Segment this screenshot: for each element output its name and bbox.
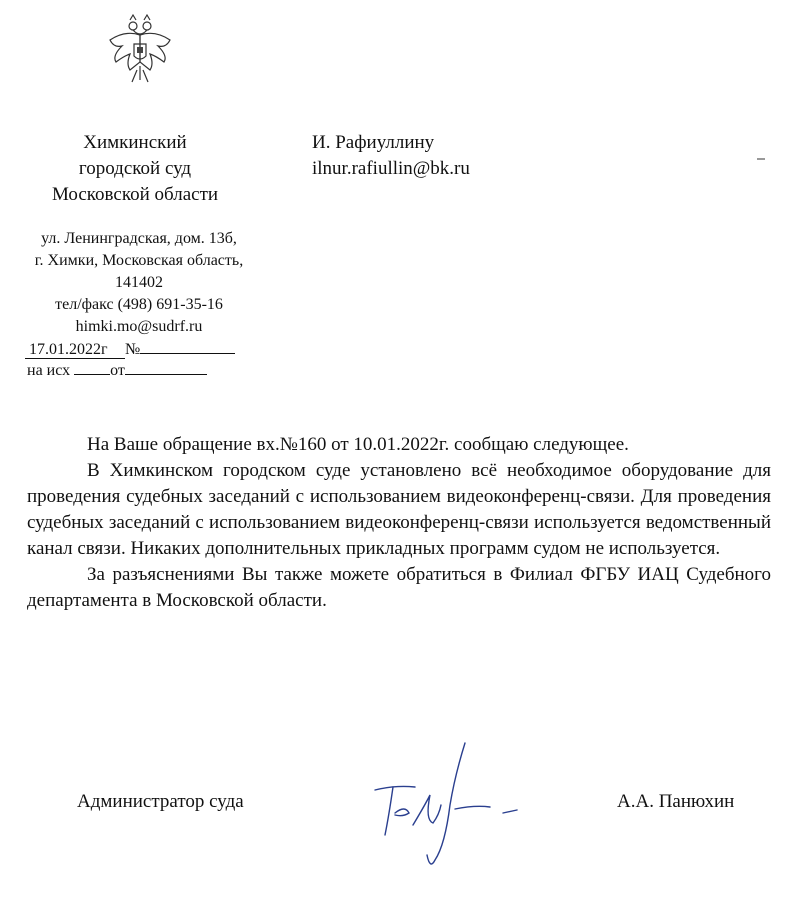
address-email: himki.mo@sudrf.ru xyxy=(75,318,203,335)
outgoing-date xyxy=(25,342,125,359)
recipient-email: ilnur.rafiullin@bk.ru xyxy=(312,158,470,179)
letter-paragraph: На Ваше обращение вх.№160 от 10.01.2022г. сообщаю следующее. xyxy=(87,434,629,455)
address-city: г. Химки, Московская область, xyxy=(34,252,244,269)
signatory-title: Администратор суда xyxy=(77,791,244,812)
scan-speck xyxy=(757,158,765,160)
inbound-number-field xyxy=(74,374,110,375)
inbound-from-label: от xyxy=(110,362,125,379)
handwritten-signature xyxy=(355,735,535,875)
coat-of-arms-icon xyxy=(100,10,180,90)
court-name-line: Московской области xyxy=(51,184,219,205)
signatory-name: А.А. Панюхин xyxy=(617,791,735,812)
inbound-date-field xyxy=(125,374,207,375)
court-name-line: городской суд xyxy=(78,158,192,179)
address-street: ул. Ленинградская, дом. 13б, xyxy=(41,230,237,247)
inbound-reference xyxy=(27,362,207,380)
outgoing-number-field xyxy=(140,353,235,354)
recipient-block xyxy=(312,130,470,182)
inbound-label: на исх xyxy=(27,362,71,379)
court-name-line: Химкинский xyxy=(83,132,187,153)
court-address-block xyxy=(5,228,273,338)
letter-paragraph: В Химкинском городском суде установлено всё необходимое оборудование для проведения судебных заседаний с использованием видеоконференц-связи. Для проведения судебных заседаний с использованием видеоконференц-связи используется ведомственный канал связи. Никаких дополнительных прикладных программ судом не используется. xyxy=(27,460,771,559)
court-name-block xyxy=(20,130,250,208)
outgoing-date-value: 17.01.2022г xyxy=(29,341,108,358)
outgoing-reference xyxy=(25,341,235,359)
letter-paragraph: За разъяснениями Вы также можете обратиться в Филиал ФГБУ ИАЦ Судебного департамента в Московской области. xyxy=(27,564,771,611)
recipient-name: И. Рафиуллину xyxy=(312,132,435,153)
address-phone-fax: тел/факс (498) 691-35-16 xyxy=(55,296,223,313)
outgoing-number-label: № xyxy=(125,341,141,358)
letter-body xyxy=(27,432,771,614)
address-postcode: 141402 xyxy=(115,274,163,291)
